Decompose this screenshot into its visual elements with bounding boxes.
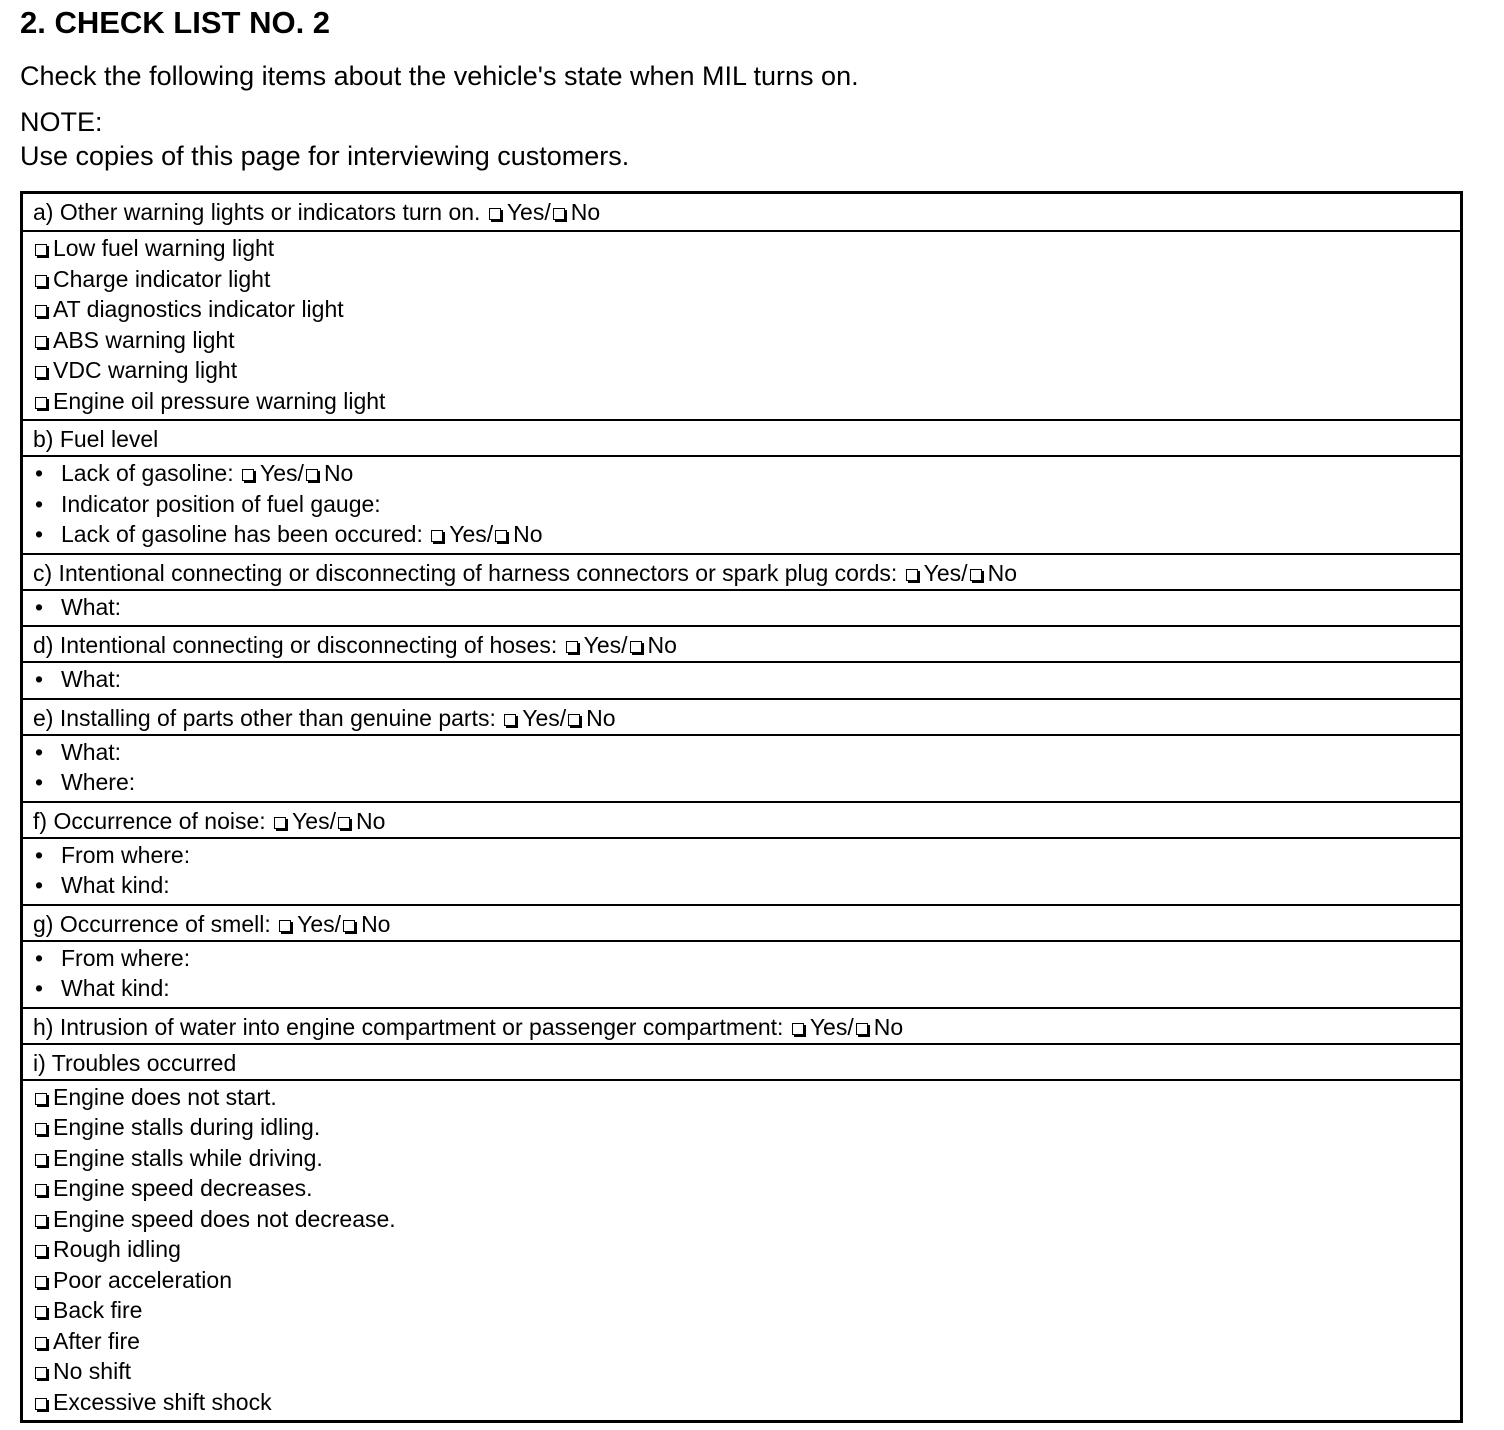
yes-label: Yes/ <box>260 460 304 486</box>
section-a-header <box>23 194 1460 230</box>
section-b-title: b) Fuel level <box>33 426 159 452</box>
yes-label: Yes/ <box>506 199 551 225</box>
bullet-item <box>33 489 1460 520</box>
checklist-item <box>33 1387 1460 1418</box>
no-checkbox[interactable] <box>630 641 642 653</box>
no-label: No <box>355 807 386 834</box>
item-label: Low fuel warning light <box>53 235 275 261</box>
item-label: Engine stalls while driving. <box>53 1144 323 1171</box>
section-c-header <box>23 553 1460 589</box>
item-checkbox[interactable] <box>35 1245 47 1257</box>
bullet-label: What kind: <box>61 975 170 1001</box>
item-checkbox[interactable] <box>35 1184 47 1196</box>
item-checkbox[interactable] <box>35 1398 47 1410</box>
bullet-icon: • <box>35 738 44 765</box>
section-h-header <box>23 1007 1460 1043</box>
bullet-label: Where: <box>61 769 136 795</box>
checklist-item <box>33 1143 1460 1174</box>
no-checkbox[interactable] <box>338 817 350 829</box>
item-checkbox[interactable] <box>35 275 47 287</box>
intro-text: Check the following items about the vehicle's state when MIL turns on. <box>20 61 859 91</box>
item-label: Engine speed does not decrease. <box>53 1205 396 1232</box>
checklist-item <box>33 233 1460 264</box>
no-checkbox[interactable] <box>306 469 318 481</box>
bullet-label: From where: <box>61 944 191 971</box>
checklist-page <box>20 0 1463 1415</box>
no-label: No <box>513 521 543 547</box>
bullet-item <box>33 767 1460 798</box>
checklist-item <box>33 264 1460 295</box>
section-a-items <box>23 230 1460 419</box>
section-b-header <box>23 419 1460 455</box>
item-checkbox[interactable] <box>35 1154 47 1166</box>
section-i-header <box>23 1043 1460 1079</box>
section-d-header <box>23 625 1460 661</box>
bullet-icon: • <box>35 593 44 620</box>
checklist-item <box>33 1112 1460 1143</box>
no-checkbox[interactable] <box>970 569 982 581</box>
bullet-item <box>33 737 1460 768</box>
item-checkbox[interactable] <box>35 1123 47 1135</box>
bullet-label: From where: <box>61 841 191 868</box>
item-label: Engine does not start. <box>53 1083 277 1110</box>
no-checkbox[interactable] <box>856 1023 868 1035</box>
yes-checkbox[interactable] <box>504 714 516 726</box>
no-label: No <box>647 632 677 658</box>
item-label: Excessive shift shock <box>53 1388 272 1415</box>
item-label: Engine stalls during idling. <box>53 1114 321 1140</box>
item-label: After fire <box>53 1327 140 1354</box>
section-e-header <box>23 698 1460 734</box>
yes-checkbox[interactable] <box>906 569 918 581</box>
checklist-item <box>33 1326 1460 1357</box>
bullet-item <box>33 664 1460 695</box>
item-label: AT diagnostics indicator light <box>53 296 344 322</box>
section-f-title: f) Occurrence of noise: <box>33 807 266 834</box>
section-b-items <box>23 455 1460 553</box>
bullet-item <box>33 943 1460 974</box>
checklist-item <box>33 1173 1460 1204</box>
item-checkbox[interactable] <box>35 336 47 348</box>
no-checkbox[interactable] <box>568 714 580 726</box>
item-checkbox[interactable] <box>35 1215 47 1227</box>
bullet-label: Lack of gasoline: <box>61 460 234 486</box>
yes-label: Yes/ <box>297 910 342 937</box>
section-g-items <box>23 940 1460 1007</box>
checklist-item <box>33 355 1460 386</box>
yes-checkbox[interactable] <box>274 817 286 829</box>
bullet-icon: • <box>35 769 44 795</box>
checklist-item <box>33 1265 1460 1296</box>
bullet-item <box>33 870 1460 901</box>
checklist-item <box>33 1356 1460 1387</box>
bullet-icon: • <box>35 490 44 517</box>
bullet-icon: • <box>35 944 44 971</box>
section-f-header <box>23 801 1460 837</box>
no-checkbox[interactable] <box>553 208 565 220</box>
item-checkbox[interactable] <box>35 1093 47 1105</box>
section-g-header <box>23 904 1460 940</box>
yes-checkbox[interactable] <box>566 641 578 653</box>
no-label: No <box>987 559 1017 586</box>
bullet-item <box>33 458 1460 489</box>
bullet-icon: • <box>35 460 44 486</box>
item-checkbox[interactable] <box>35 1306 47 1318</box>
no-checkbox[interactable] <box>495 530 507 542</box>
yes-label: Yes/ <box>449 521 494 547</box>
item-checkbox[interactable] <box>35 1367 47 1379</box>
section-d-title: d) Intentional connecting or disconnecting of hoses: <box>33 632 558 658</box>
section-a-title: a) Other warning lights or indicators turn on. <box>33 199 481 225</box>
item-label: Rough idling <box>53 1236 181 1262</box>
section-i-items <box>23 1079 1460 1421</box>
bullet-icon: • <box>35 666 44 692</box>
bullet-item <box>33 973 1460 1004</box>
item-checkbox[interactable] <box>35 1276 47 1288</box>
checklist-table <box>20 191 1463 1423</box>
item-checkbox[interactable] <box>35 366 47 378</box>
bullet-label: Lack of gasoline has been occured: <box>61 521 423 547</box>
yes-checkbox[interactable] <box>431 530 443 542</box>
item-checkbox[interactable] <box>35 244 47 256</box>
checklist-item <box>33 1082 1460 1113</box>
section-f-items <box>23 837 1460 904</box>
checklist-item <box>33 294 1460 325</box>
no-label: No <box>570 199 601 225</box>
bullet-item <box>33 592 1460 623</box>
note-text: Use copies of this page for interviewing customers. <box>20 141 630 171</box>
bullet-label: What: <box>61 666 122 692</box>
checklist-item <box>33 1295 1460 1326</box>
bullet-icon: • <box>35 975 44 1001</box>
note-label: NOTE: <box>20 107 103 137</box>
bullet-label: What: <box>61 593 122 620</box>
no-checkbox[interactable] <box>343 920 355 932</box>
item-label: VDC warning light <box>53 357 238 383</box>
no-label: No <box>361 910 391 937</box>
item-checkbox[interactable] <box>35 305 47 317</box>
no-label: No <box>586 704 616 731</box>
yes-label: Yes/ <box>292 807 336 834</box>
section-c-title: c) Intentional connecting or disconnecting of harness connectors or spark plug cords: <box>33 559 898 586</box>
item-label: Back fire <box>53 1297 143 1323</box>
section-i-title: i) Troubles occurred <box>33 1049 237 1076</box>
checklist-item <box>33 1204 1460 1235</box>
item-label: ABS warning light <box>53 326 235 353</box>
bullet-icon: • <box>35 521 44 547</box>
item-checkbox[interactable] <box>35 397 47 409</box>
bullet-label: What kind: <box>61 872 170 898</box>
yes-checkbox[interactable] <box>792 1023 804 1035</box>
section-e-title: e) Installing of parts other than genuine parts: <box>33 704 496 731</box>
yes-label: Yes/ <box>809 1013 854 1040</box>
section-h-title: h) Intrusion of water into engine compartment or passenger compartment: <box>33 1013 784 1040</box>
checklist-item <box>33 325 1460 356</box>
checklist-item <box>33 1234 1460 1265</box>
bullet-item <box>33 840 1460 871</box>
item-label: Engine speed decreases. <box>53 1175 313 1201</box>
item-label: Poor acceleration <box>53 1266 232 1293</box>
section-c-items <box>23 589 1460 626</box>
no-label: No <box>323 460 354 486</box>
yes-label: Yes/ <box>522 704 567 731</box>
yes-label: Yes/ <box>583 632 628 658</box>
bullet-icon: • <box>35 841 44 868</box>
section-g-title: g) Occurrence of smell: <box>33 910 271 937</box>
section-d-items <box>23 661 1460 698</box>
yes-checkbox[interactable] <box>489 208 501 220</box>
section-e-items <box>23 734 1460 801</box>
item-checkbox[interactable] <box>35 1337 47 1349</box>
yes-label: Yes/ <box>923 559 968 586</box>
bullet-icon: • <box>35 872 44 898</box>
item-label: No shift <box>53 1358 131 1384</box>
bullet-item <box>33 519 1460 550</box>
page-title: 2. CHECK LIST NO. 2 <box>20 5 331 40</box>
item-label: Charge indicator light <box>53 265 271 292</box>
checklist-item <box>33 386 1460 417</box>
bullet-label: What: <box>61 738 122 765</box>
no-label: No <box>873 1013 904 1040</box>
item-label: Engine oil pressure warning light <box>53 387 386 414</box>
bullet-label: Indicator position of fuel gauge: <box>61 490 381 517</box>
yes-checkbox[interactable] <box>279 920 291 932</box>
yes-checkbox[interactable] <box>242 469 254 481</box>
